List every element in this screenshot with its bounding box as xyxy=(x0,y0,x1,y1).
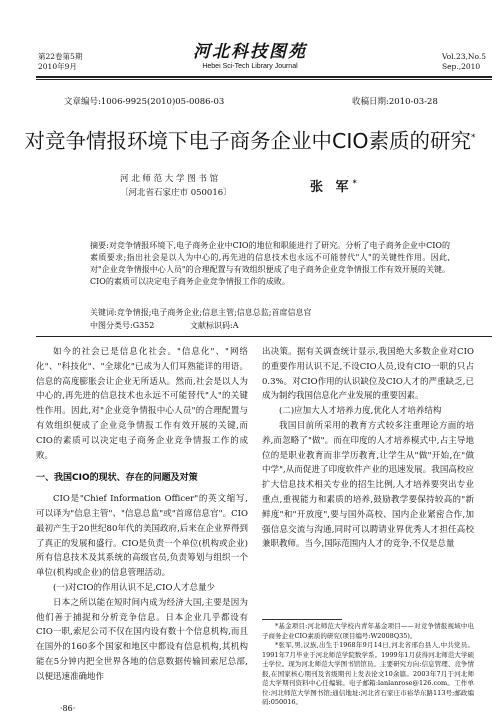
page-number: ·86· xyxy=(60,704,76,713)
body-paragraph: CIO是"Chief Information Officer"的英文缩写,可以译为"信息主管"、"信息总监"或"首席信息官"。CIO最初产生于20世纪80年代的美国政府,后来在企业界得到了真正的发展和盛行。CIO是负责一个单位(机构或企业)所有信息技术及其系统的高级官员,负责筹划与组织一个单位(机构或企业)的信息管理活动。 xyxy=(36,494,248,579)
header-date-en: Sep.,2010 xyxy=(441,62,481,71)
section-heading: 一、我国CIO的现状、存在的问题及对策 xyxy=(36,473,198,484)
body-paragraph: 我国目前所采用的教育方式较多注重理论方面的培养,而忽略了"做"。而在印度的人才培养模式中,占主导地位的是职业教育而非学历教育,让学生从"做"开始,在"做中学",从而促进了印度软件产业的迅速发展。我国高校应扩大信息技术相关专业的招生比例,人才培养要突出专业重点,重视能力和素质的培养,鼓励教学要保持较高的"新鲜度"和"开放度",要与国外高校、国内企业紧密合作,加强信息交流与沟通,同时可以聘请业界优秀人才担任高校兼职教师。当今,国际范围内人才的竞争,不仅是总量 xyxy=(262,420,474,550)
author-name xyxy=(310,176,357,195)
article-title xyxy=(0,124,500,154)
footnotes xyxy=(262,622,474,708)
journal-masthead xyxy=(150,42,350,71)
affiliation-line2: 〔河北省石家庄市 050016〕 xyxy=(120,188,232,198)
journal-name-en: Hebei Sci-Tech Library Journal xyxy=(202,63,298,70)
footnote-rule xyxy=(262,619,342,620)
abstract: 摘要:对竞争情报环境下,电子商务企业中CIO的地位和职能进行了研究。分析了电子商务企业中CIO的素质要求;指出社会是以人为中心的,再先进的信息技术也永远不可能替代"人"的关键性作用。因此,对"企业竞争情报中心人员"的合理配置与有效组织便成了电子商务企业竞争情报工作有效开展的关键。CIO的素质可以决定电子商务企业竞争情报工作的成败。 xyxy=(90,241,450,286)
journal-name-cn: 河北科技图苑 xyxy=(193,42,307,62)
footnote-funding: *基金项目:河北师范大学校内青年基金项目——对竞争情报视域中电子商务企业CIO素质的研究(项目编号:W2008Q35)。 xyxy=(262,622,474,640)
keywords: 关键词:竞争情报;电子商务企业;信息主管;信息总监;首席信息官 xyxy=(90,308,312,317)
body-right-column xyxy=(262,345,474,552)
document-code: 文献标识码:A xyxy=(190,321,239,330)
header-rule-thick xyxy=(36,76,492,78)
author-name-text: 张 军 xyxy=(310,180,353,195)
header-date-cn: 2010年9月 xyxy=(38,62,77,71)
header-volume-block xyxy=(38,52,82,72)
body-paragraph: 出决策。据有关调查统计显示,我国绝大多数企业对CIO的重要作用认识不足,不设CIO人员,设有CIO一职的只占0.3%。对CIO作用的认识缺位及CIO人才的严重缺乏,已成为制约我国信息化产业发展的重要因素。 xyxy=(262,347,474,402)
footnote-author-bio: *张军,男,汉族,出生于1968年9月14日,河北省邢台县人,中共党员。1991年7月毕业于河北师范学院数学系。1999年1月获得河北师范大学硕士学位。现为河北师范大学图书馆馆员。主要研究方向:信息管理、竞争情报,在国家核心期刊及省级期刊上发表论文10余篇。2003年7月于河北师范大学期刊资料中心任编辑。电子邮箱:lanlanrose@126.com。工作单位:河北师范大学图书馆;通信地址:河北省石家庄市裕华东路113号;邮政编码:050016。 xyxy=(262,641,474,706)
title-footnote-mark: * xyxy=(471,133,476,144)
body-left-column xyxy=(36,345,248,685)
header-rule-thin xyxy=(36,79,492,80)
body-paragraph: 如今的社会已是信息化社会。"信息化"、"网络化"、"科技化"、"全球化"已成为人们耳熟能详的用语。信息的高度膨胀会让企业无所适从。然而,社会是以人为中心的,再先进的信息技术也永远不可能替代"人"的关键性作用。因此,对"企业竞争情报中心人员"的合理配置与有效组织便成了企业竞争情报工作有效开展的关键,而CIO的素质可以决定电子商务企业竞争情报工作的成败。 xyxy=(36,347,248,461)
abstract-rule xyxy=(36,336,492,337)
article-title-text: 对竞争情报环境下电子商务企业中CIO素质的研究 xyxy=(24,129,471,153)
received-date: 收稿日期:2010-03-28 xyxy=(352,97,438,107)
body-paragraph: 日本之所以能在短时间内成为经济大国,主要是因为他们善于捕捉和分析竞争信息。日本企业几乎都设有CIO一职,索尼公司不仅在国内设有数十个信息机构,而且在国外的160多个国家和地区中都设有信息机构,其机构能在5分钟内把全世界各地的信息数据传输回索尼总部,以便迅速准确地作 xyxy=(36,597,248,682)
article-number: 文章编号:1006-9925(2010)05-0086-03 xyxy=(64,97,225,107)
classification-row xyxy=(90,320,450,332)
affiliation xyxy=(120,172,232,200)
classification-code: 中图分类号:G352 xyxy=(90,321,155,330)
author-footnote-mark: * xyxy=(352,177,357,188)
subsection-heading: (二)应加大人才培养力度,优化人才培养结构 xyxy=(279,406,442,417)
header-volume-en-block xyxy=(442,52,486,72)
header-volume-cn: 第22卷第5期 xyxy=(38,52,83,61)
header-volume-en: Vol.23,No.5 xyxy=(441,52,486,61)
affiliation-line1: 河 北 师 范 大 学 图 书 馆 xyxy=(120,174,219,184)
subsection-heading: (一)对CIO的作用认识不足,CIO人才总量少 xyxy=(53,582,215,593)
